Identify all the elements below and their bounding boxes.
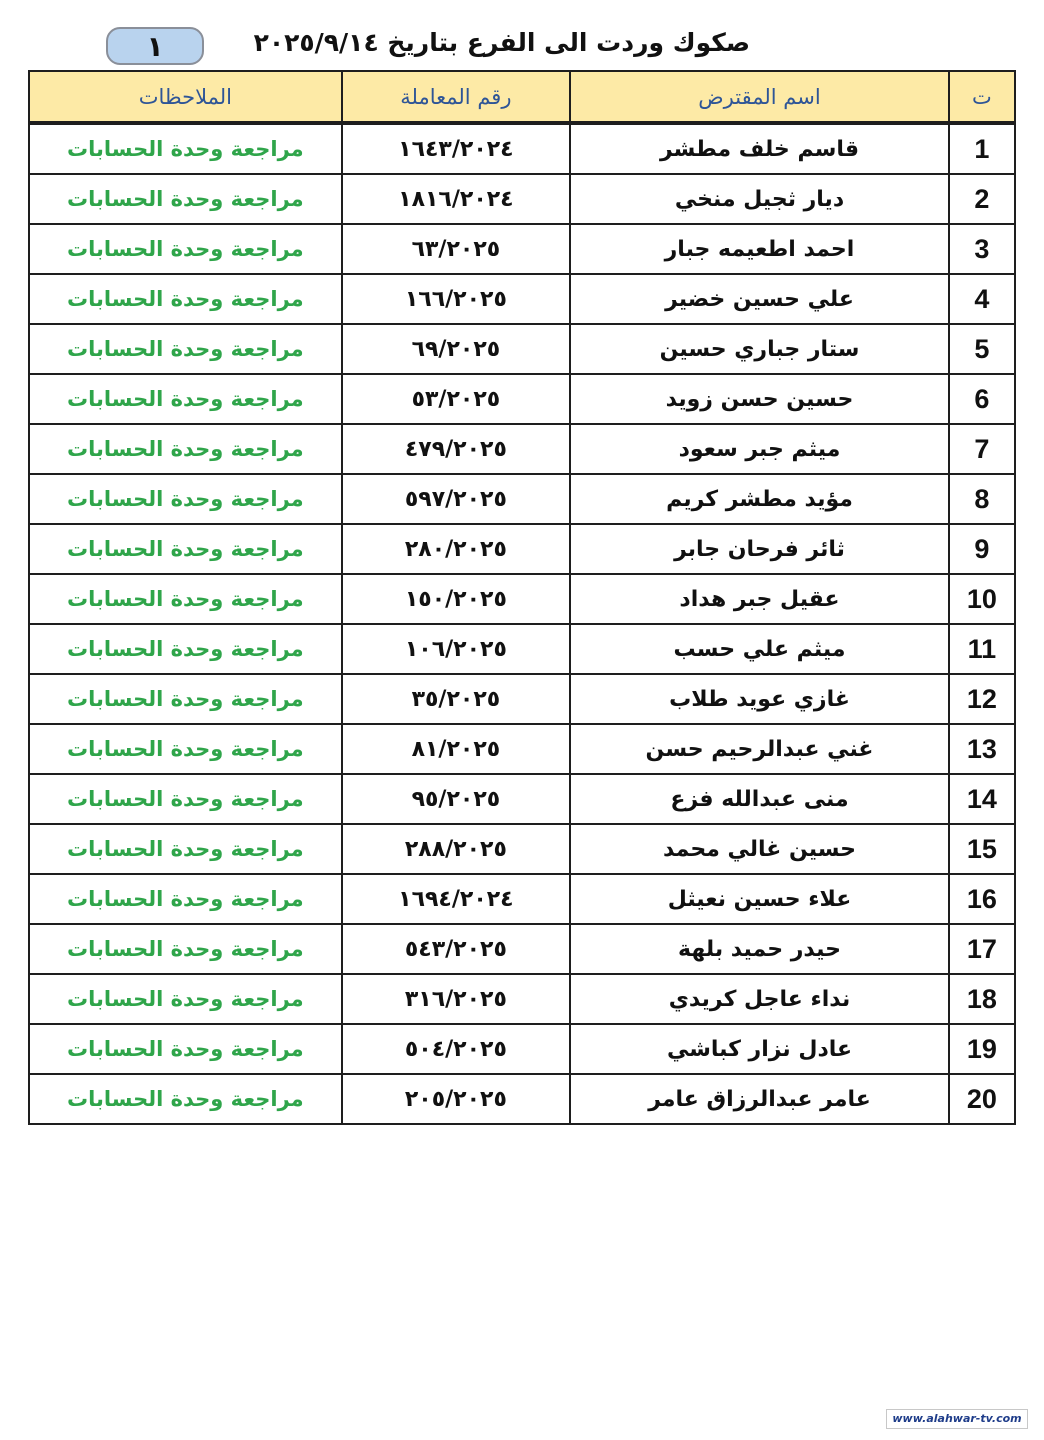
- borrower-name: ميثم علي حسب: [570, 624, 949, 674]
- table-header: [29, 71, 1015, 123]
- table-row: [29, 924, 1015, 974]
- row-note: مراجعة وحدة الحسابات: [29, 474, 342, 524]
- borrower-name: حيدر حميد بلهة: [570, 924, 949, 974]
- borrower-name: عادل نزار كباشي: [570, 1024, 949, 1074]
- row-index: 11: [949, 624, 1015, 674]
- transaction-number: ٤٧٩/٢٠٢٥: [342, 424, 570, 474]
- table-row: [29, 274, 1015, 324]
- row-index: 1: [949, 123, 1015, 174]
- transaction-number: ٢٨٠/٢٠٢٥: [342, 524, 570, 574]
- row-note: مراجعة وحدة الحسابات: [29, 624, 342, 674]
- transaction-number: ٩٥/٢٠٢٥: [342, 774, 570, 824]
- borrower-name: ثائر فرحان جابر: [570, 524, 949, 574]
- header-row: [29, 71, 1015, 123]
- table-row: [29, 974, 1015, 1024]
- borrower-name: غازي عويد طلاب: [570, 674, 949, 724]
- table-row: [29, 824, 1015, 874]
- row-note: مراجعة وحدة الحسابات: [29, 924, 342, 974]
- borrower-name: قاسم خلف مطشر: [570, 123, 949, 174]
- transaction-number: ١٦٤٣/٢٠٢٤: [342, 123, 570, 174]
- transaction-number: ٦٩/٢٠٢٥: [342, 324, 570, 374]
- row-index: 15: [949, 824, 1015, 874]
- table-row: [29, 374, 1015, 424]
- transaction-number: ١٦٦/٢٠٢٥: [342, 274, 570, 324]
- row-note: مراجعة وحدة الحسابات: [29, 874, 342, 924]
- table-row: [29, 624, 1015, 674]
- row-note: مراجعة وحدة الحسابات: [29, 324, 342, 374]
- row-index: 12: [949, 674, 1015, 724]
- row-index: 7: [949, 424, 1015, 474]
- borrower-name: حسين غالي محمد: [570, 824, 949, 874]
- row-note: مراجعة وحدة الحسابات: [29, 774, 342, 824]
- transaction-number: ٢٠٥/٢٠٢٥: [342, 1074, 570, 1124]
- row-note: مراجعة وحدة الحسابات: [29, 724, 342, 774]
- header-notes: الملاحظات: [29, 71, 342, 123]
- header-index: ت: [949, 71, 1015, 123]
- table-row: [29, 574, 1015, 624]
- transaction-number: ٥٣/٢٠٢٥: [342, 374, 570, 424]
- header-borrower-name: اسم المقترض: [570, 71, 949, 123]
- borrower-name: نداء عاجل كريدي: [570, 974, 949, 1024]
- row-index: 13: [949, 724, 1015, 774]
- table-row: [29, 874, 1015, 924]
- transaction-number: ٦٣/٢٠٢٥: [342, 224, 570, 274]
- row-note: مراجعة وحدة الحسابات: [29, 824, 342, 874]
- table-row: [29, 1024, 1015, 1074]
- transaction-number: ٥٤٣/٢٠٢٥: [342, 924, 570, 974]
- row-note: مراجعة وحدة الحسابات: [29, 1074, 342, 1124]
- page-number-badge: ١: [106, 27, 204, 65]
- transaction-number: ١٥٠/٢٠٢٥: [342, 574, 570, 624]
- row-index: 19: [949, 1024, 1015, 1074]
- transaction-number: ٣١٦/٢٠٢٥: [342, 974, 570, 1024]
- row-index: 20: [949, 1074, 1015, 1124]
- website-watermark: www.alahwar-tv.com: [886, 1409, 1028, 1429]
- table-row: [29, 1074, 1015, 1124]
- row-index: 3: [949, 224, 1015, 274]
- transaction-number: ١٠٦/٢٠٢٥: [342, 624, 570, 674]
- borrower-name: ميثم جبر سعود: [570, 424, 949, 474]
- borrower-name: علاء حسين نعيثل: [570, 874, 949, 924]
- table-row: [29, 224, 1015, 274]
- borrower-name: مؤيد مطشر كريم: [570, 474, 949, 524]
- row-index: 17: [949, 924, 1015, 974]
- table-row: [29, 123, 1015, 174]
- header-transaction-number: رقم المعاملة: [342, 71, 570, 123]
- borrower-name: عقيل جبر هداد: [570, 574, 949, 624]
- table-row: [29, 424, 1015, 474]
- row-note: مراجعة وحدة الحسابات: [29, 374, 342, 424]
- row-note: مراجعة وحدة الحسابات: [29, 674, 342, 724]
- row-note: مراجعة وحدة الحسابات: [29, 123, 342, 174]
- row-note: مراجعة وحدة الحسابات: [29, 424, 342, 474]
- transaction-number: ٣٥/٢٠٢٥: [342, 674, 570, 724]
- borrower-name: منى عبدالله فزع: [570, 774, 949, 824]
- row-note: مراجعة وحدة الحسابات: [29, 224, 342, 274]
- row-note: مراجعة وحدة الحسابات: [29, 1024, 342, 1074]
- document-title: صكوك وردت الى الفرع بتاريخ ٢٠٢٥/٩/١٤: [253, 28, 750, 57]
- table-row: [29, 174, 1015, 224]
- row-note: مراجعة وحدة الحسابات: [29, 574, 342, 624]
- borrower-name: غني عبدالرحيم حسن: [570, 724, 949, 774]
- borrower-name: احمد اطعيمه جبار: [570, 224, 949, 274]
- row-index: 18: [949, 974, 1015, 1024]
- row-note: مراجعة وحدة الحسابات: [29, 524, 342, 574]
- row-note: مراجعة وحدة الحسابات: [29, 174, 342, 224]
- row-index: 9: [949, 524, 1015, 574]
- transaction-number: ١٨١٦/٢٠٢٤: [342, 174, 570, 224]
- borrower-name: عامر عبدالرزاق عامر: [570, 1074, 949, 1124]
- transaction-number: ٨١/٢٠٢٥: [342, 724, 570, 774]
- row-index: 10: [949, 574, 1015, 624]
- borrower-name: ديار ثجيل منخي: [570, 174, 949, 224]
- transaction-number: ٥٠٤/٢٠٢٥: [342, 1024, 570, 1074]
- borrower-name: علي حسين خضير: [570, 274, 949, 324]
- table-row: [29, 774, 1015, 824]
- table-body: [29, 123, 1015, 1124]
- row-index: 4: [949, 274, 1015, 324]
- table-row: [29, 524, 1015, 574]
- table-row: [29, 474, 1015, 524]
- table-row: [29, 724, 1015, 774]
- row-note: مراجعة وحدة الحسابات: [29, 974, 342, 1024]
- row-index: 6: [949, 374, 1015, 424]
- row-index: 2: [949, 174, 1015, 224]
- transaction-number: ٢٨٨/٢٠٢٥: [342, 824, 570, 874]
- transaction-number: ٥٩٧/٢٠٢٥: [342, 474, 570, 524]
- borrower-name: حسين حسن زويد: [570, 374, 949, 424]
- loans-table: [28, 70, 1016, 1125]
- table-row: [29, 324, 1015, 374]
- transaction-number: ١٦٩٤/٢٠٢٤: [342, 874, 570, 924]
- row-note: مراجعة وحدة الحسابات: [29, 274, 342, 324]
- row-index: 5: [949, 324, 1015, 374]
- borrower-name: ستار جباري حسين: [570, 324, 949, 374]
- row-index: 14: [949, 774, 1015, 824]
- row-index: 16: [949, 874, 1015, 924]
- row-index: 8: [949, 474, 1015, 524]
- table-row: [29, 674, 1015, 724]
